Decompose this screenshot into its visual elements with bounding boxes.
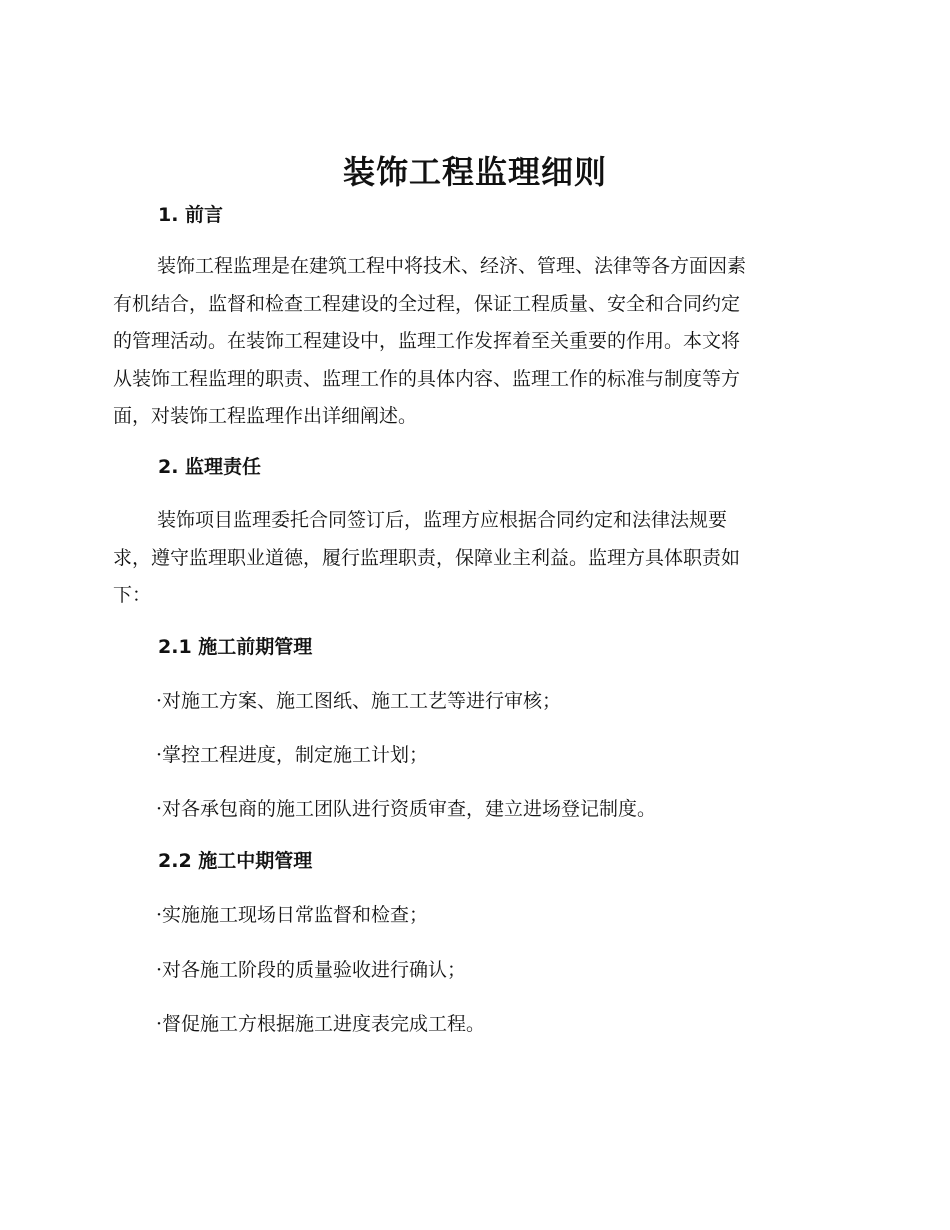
list-item: ·督促施工方根据施工进度表完成工程。 [156,1013,486,1035]
paragraph-line: 装饰项目监理委托合同签订后，监理方应根据合同约定和法律法规要 [157,509,728,531]
paragraph-line: 的管理活动。在装饰工程建设中，监理工作发挥着至关重要的作用。本文将 [113,330,741,352]
subsection-heading-pre-construction: 2.1 施工前期管理 [158,636,313,658]
preface-paragraph [113,248,833,436]
paragraph-line: 下： [113,584,152,606]
responsibility-paragraph [113,502,833,615]
paragraph-line: 面，对装饰工程监理作出详细阐述。 [113,405,418,427]
list-item: ·掌控工程进度，制定施工计划； [156,744,429,766]
paragraph-line: 有机结合，监督和检查工程建设的全过程，保证工程质量、安全和合同约定 [113,292,741,315]
paragraph-line: 装饰工程监理是在建筑工程中将技术、经济、管理、法律等各方面因素 [157,255,747,277]
paragraph-line: 求，遵守监理职业道德，履行监理职责，保障业主利益。监理方具体职责如 [113,546,741,569]
section-heading-preface: 1. 前言 [158,204,224,226]
list-item: ·实施施工现场日常监督和检查； [156,904,429,926]
subsection-heading-mid-construction: 2.2 施工中期管理 [158,850,313,872]
list-item: ·对各承包商的施工团队进行资质审查，建立进场登记制度。 [156,798,657,820]
section-heading-responsibility: 2. 监理责任 [158,456,262,478]
paragraph-line: 从装饰工程监理的职责、监理工作的具体内容、监理工作的标准与制度等方 [113,367,741,390]
list-item: ·对施工方案、施工图纸、施工工艺等进行审核； [156,690,562,712]
list-item: ·对各施工阶段的质量验收进行确认； [156,959,467,981]
document-title: 装饰工程监理细则 [342,153,607,191]
